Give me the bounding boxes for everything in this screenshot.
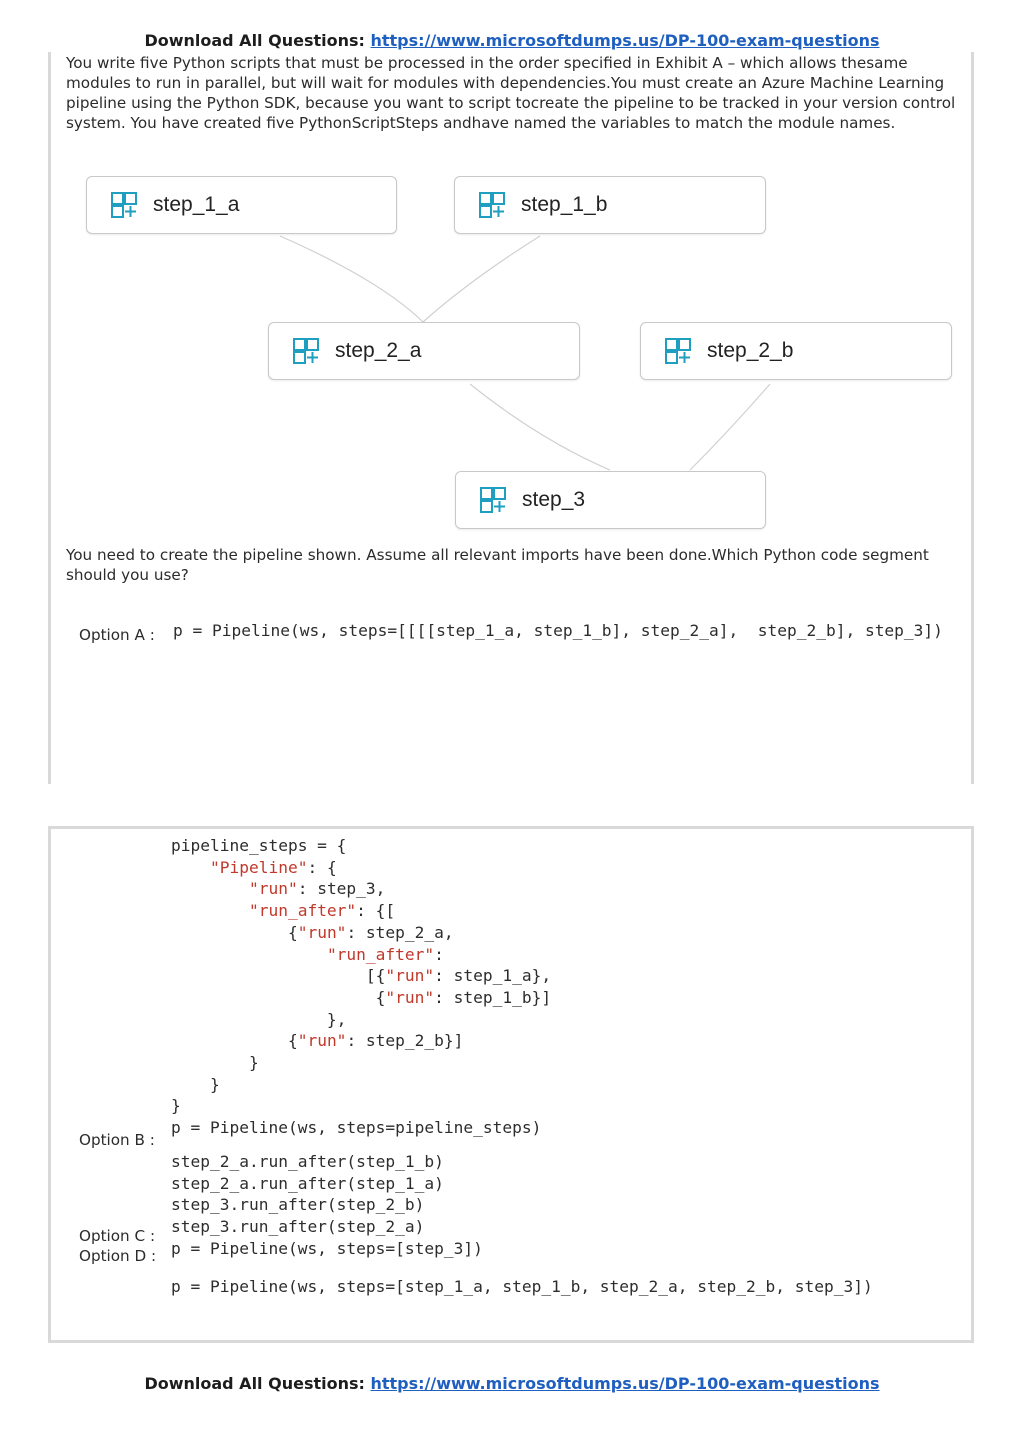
code-line: } xyxy=(171,1074,220,1094)
node-label: step_2_b xyxy=(707,339,794,362)
option-d-label: Option D : xyxy=(79,1247,157,1265)
option-c-label: Option C : xyxy=(79,1227,156,1245)
code-line: {"run": step_2_b}] xyxy=(171,1031,464,1051)
question-prompt: You need to create the pipeline shown. Assume all relevant imports have been done.Which Python code segment should you use? xyxy=(66,546,929,584)
footer-prefix: Download All Questions: xyxy=(144,1374,365,1393)
option-c-code: step_2_a.run_after(step_1_b) step_2_a.run_after(step_1_a) step_3.run_after(step_2_b) step_3.run_after(step_2_a) p = Pipeline(ws, steps=[step_3]) xyxy=(171,1152,483,1258)
option-b-label: Option B : xyxy=(79,1131,155,1149)
module-icon xyxy=(111,192,137,218)
code-line: } xyxy=(171,1096,181,1116)
module-icon xyxy=(293,338,319,364)
question-text: You write five Python scripts that must be processed in the order specified in Exhibit A – which allows thesame modules to run in parallel, but will wait for modules with dependencies.You must create an Azure Machine Learning pipeline using the Python SDK, because you want to script tocreate the pipeline to be tracked in your version control system. You have created five PythonScriptSteps andhave named the variables to match the module names. xyxy=(66,54,956,132)
code-line: "run_after": xyxy=(326,944,444,964)
node-step-3 xyxy=(455,471,766,529)
node-step-1-b xyxy=(454,176,766,234)
node-step-1-a xyxy=(86,176,397,234)
option-d-code: p = Pipeline(ws, steps=[step_1_a, step_1_b, step_2_a, step_2_b, step_3]) xyxy=(171,1277,873,1296)
code-line: {"run": step_1_b}] xyxy=(171,987,552,1007)
question-panel xyxy=(48,52,974,784)
option-a-label: Option A : xyxy=(79,626,155,644)
module-icon xyxy=(665,338,691,364)
code-line: [{"run": step_1_a}, xyxy=(171,966,552,986)
module-icon xyxy=(479,192,505,218)
option-a-code: p = Pipeline(ws, steps=[[[[step_1_a, step_1_b], step_2_a], step_2_b], step_3]) xyxy=(173,621,943,640)
code-line: "Pipeline": { xyxy=(209,857,337,877)
node-label: step_1_b xyxy=(521,193,608,216)
code-line: pipeline_steps = { xyxy=(171,836,347,855)
footer-link[interactable]: https://www.microsoftdumps.us/DP-100-exam-questions xyxy=(370,1374,880,1393)
page-footer xyxy=(0,1374,1024,1393)
node-step-2-a xyxy=(268,322,580,380)
node-label: step_1_a xyxy=(153,193,240,216)
code-line: p = Pipeline(ws, steps=pipeline_steps) xyxy=(171,1118,542,1138)
node-step-2-b xyxy=(640,322,952,380)
code-line: "run": step_3, xyxy=(248,879,386,899)
node-label: step_2_a xyxy=(335,339,422,362)
option-b-code xyxy=(171,835,551,1139)
module-icon xyxy=(480,487,506,513)
header-link[interactable]: https://www.microsoftdumps.us/DP-100-exam-questions xyxy=(370,31,880,50)
page-header xyxy=(0,31,1024,50)
header-prefix: Download All Questions: xyxy=(144,31,365,50)
code-line: }, xyxy=(171,1009,347,1029)
node-label: step_3 xyxy=(522,488,586,511)
code-line: {"run": step_2_a, xyxy=(171,922,454,942)
code-line: } xyxy=(171,1053,259,1073)
code-line: "run_after": {[ xyxy=(248,901,396,921)
